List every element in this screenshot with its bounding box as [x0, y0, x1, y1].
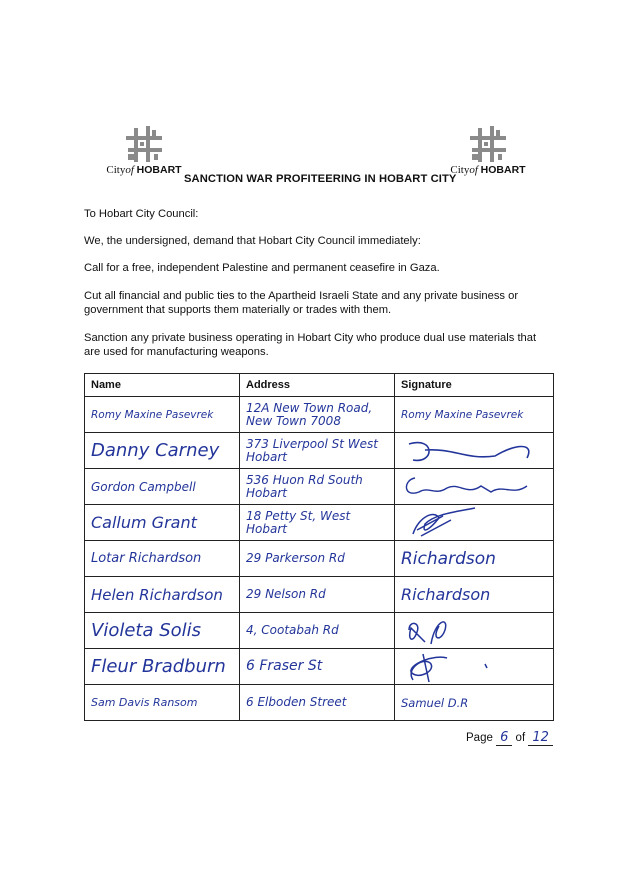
signer-name: Lotar Richardson	[91, 551, 202, 566]
handwritten-signature	[395, 434, 545, 468]
signer-address: 6 Elboden Street	[246, 695, 347, 709]
city-of-hobart-logo-right	[448, 126, 528, 176]
signer-signature	[395, 649, 554, 685]
signer-signature	[395, 505, 554, 541]
signer-signature	[395, 433, 554, 469]
signer-address: 29 Nelson Rd	[246, 587, 326, 601]
table-row	[85, 505, 554, 541]
demand-intro: We, the undersigned, demand that Hobart City Council immediately:	[84, 235, 421, 247]
signer-name: Callum Grant	[91, 513, 197, 532]
signer-name: Violeta Solis	[91, 620, 202, 641]
signer-address: 18 Petty St, West Hobart	[246, 508, 351, 536]
table-row	[85, 649, 554, 685]
signer-address: 373 Liverpool St West Hobart	[246, 436, 378, 464]
handwritten-signature	[395, 470, 545, 504]
signer-signature: Romy Maxine Pasevrek	[401, 408, 524, 421]
demand-ceasefire: Call for a free, independent Palestine and permanent ceasefire in Gaza.	[84, 262, 440, 274]
logo-caption: Cityof HOBART	[106, 164, 182, 176]
table-row	[85, 541, 554, 577]
signer-signature: Samuel D.R	[401, 695, 469, 710]
hobart-emblem-icon	[124, 126, 164, 164]
handwritten-signature	[395, 506, 545, 540]
header-address: Address	[240, 374, 395, 397]
signer-address: 536 Huon Rd South Hobart	[246, 472, 363, 500]
city-of-hobart-logo	[104, 126, 184, 176]
header-signature: Signature	[395, 374, 554, 397]
demand-sanction: Sanction any private business operating in Hobart City who produce dual use materials that are used for manufacturing weapons.	[84, 332, 537, 358]
signer-signature	[395, 613, 554, 649]
current-page: 6	[496, 730, 512, 746]
total-pages: 12	[528, 730, 553, 746]
addressee: To Hobart City Council:	[84, 208, 199, 220]
signature-table	[84, 373, 554, 721]
petition-title: SANCTION WAR PROFITEERING IN HOBART CITY	[184, 173, 457, 185]
signer-name: Sam Davis Ransom	[91, 696, 198, 709]
signer-name: Gordon Campbell	[91, 479, 196, 494]
table-row	[85, 613, 554, 649]
table-row	[85, 397, 554, 433]
signer-address: 29 Parkerson Rd	[246, 551, 345, 565]
table-row	[85, 577, 554, 613]
signer-signature	[395, 469, 554, 505]
table-header-row	[85, 374, 554, 397]
signer-name: Romy Maxine Pasevrek	[91, 408, 214, 421]
signer-address: 6 Fraser St	[246, 658, 323, 674]
signer-address: 4, Cootabah Rd	[246, 623, 339, 637]
signer-name: Fleur Bradburn	[91, 656, 226, 677]
hobart-emblem-icon	[468, 126, 508, 164]
signer-signature: Richardson	[401, 585, 491, 604]
table-row	[85, 469, 554, 505]
header-name: Name	[85, 374, 240, 397]
table-row	[85, 685, 554, 721]
handwritten-signature	[395, 614, 545, 648]
signer-name: Helen Richardson	[91, 585, 223, 604]
signer-name: Danny Carney	[91, 440, 220, 461]
page-number: Page 6 of 12	[466, 730, 553, 745]
logo-caption: Cityof HOBART	[450, 164, 526, 176]
demand-cut-ties: Cut all financial and public ties to the Apartheid Israeli State and any private business or government that supports them materially or trades with them.	[84, 290, 519, 316]
signer-address: 12A New Town Road, New Town 7008	[246, 400, 373, 428]
table-row	[85, 433, 554, 469]
signer-signature: Richardson	[401, 548, 496, 569]
handwritten-signature	[395, 650, 545, 684]
